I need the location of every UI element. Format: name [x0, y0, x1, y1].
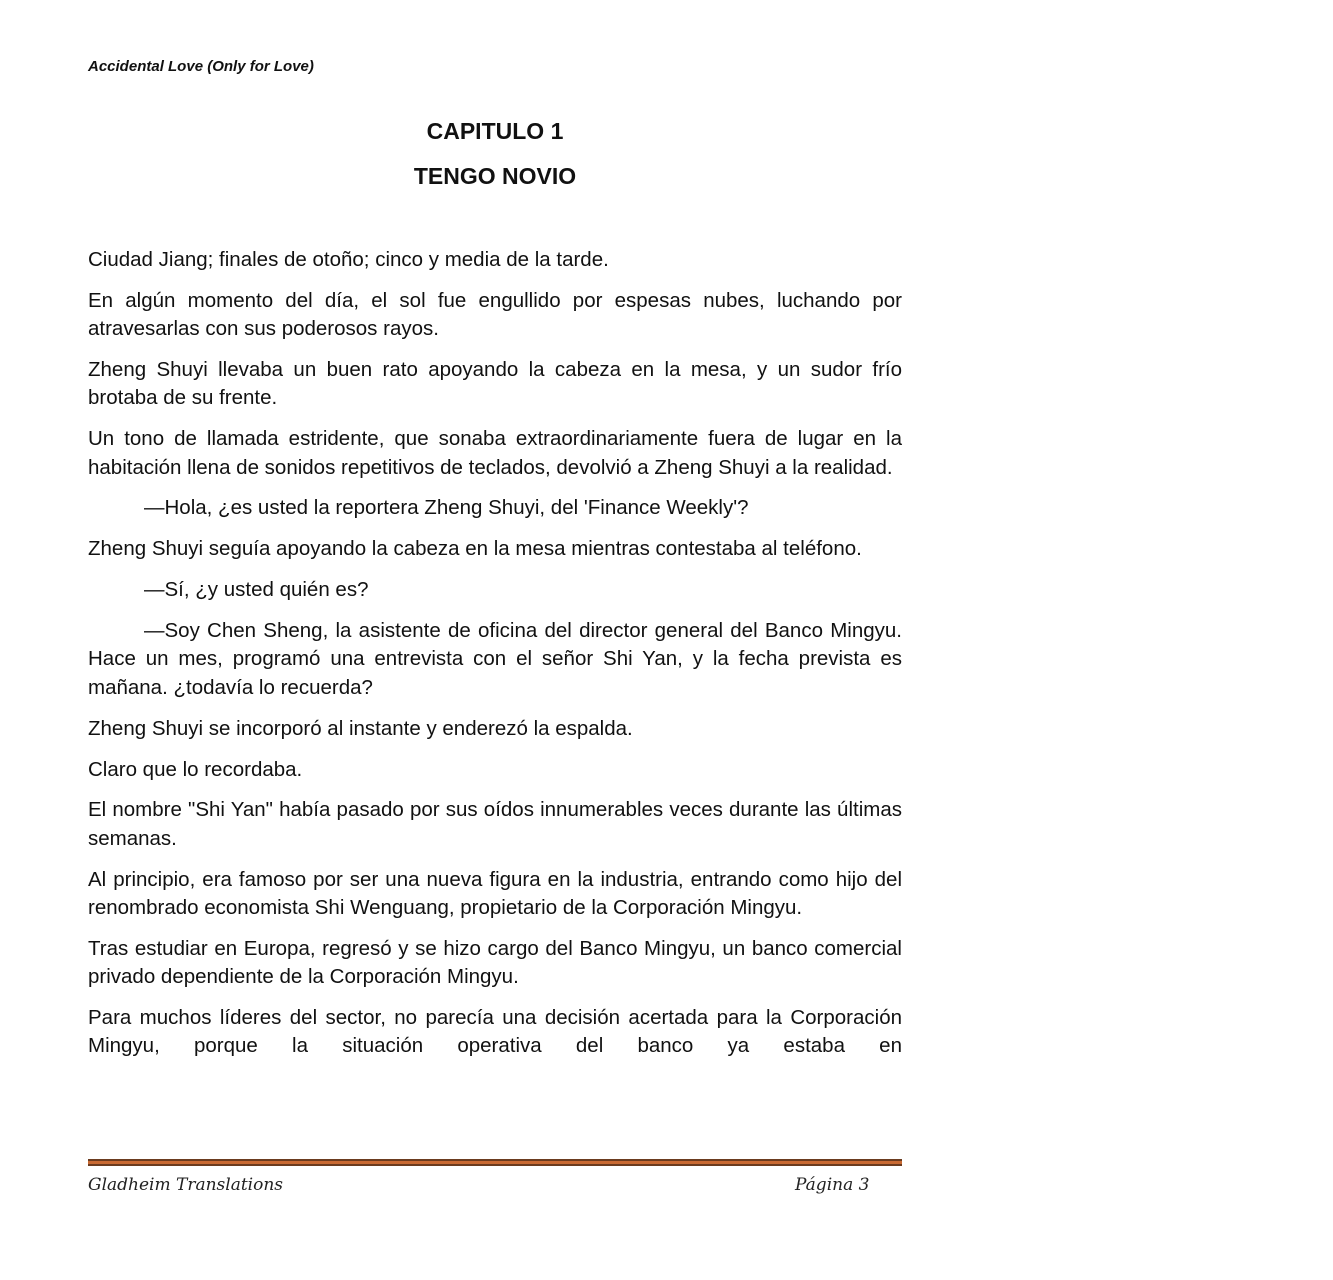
paragraph: Claro que lo recordaba. [88, 757, 303, 781]
running-header: Accidental Love (Only for Love) [88, 58, 314, 75]
footer-rule-bottom [88, 1164, 902, 1166]
paragraph: Ciudad Jiang; finales de otoño; cinco y media de la tarde. [88, 248, 609, 271]
footer-page-number: Página 3 [795, 1175, 870, 1195]
footer-rule [88, 1159, 902, 1167]
paragraph: Zheng Shuyi llevaba un buen rato apoyando la cabeza en la mesa, y un sudor frío brotaba de su frente. [88, 358, 902, 410]
paragraph: El nombre "Shi Yan" había pasado por sus oídos innumerables veces durante las últimas semanas. [88, 798, 902, 850]
paragraph: Zheng Shuyi se incorporó al instante y enderezó la espalda. [88, 716, 633, 740]
paragraph: Tras estudiar en Europa, regresó y se hizo cargo del Banco Mingyu, un banco comercial privado dependiente de la Corporación Mingyu. [88, 936, 902, 989]
paragraph: Para muchos líderes del sector, no parecía una decisión acertada para la Corporación Mingyu, porque la situación operativa del banco ya estaba en [88, 1005, 902, 1058]
chapter-number: CAPITULO 1 [426, 118, 564, 144]
dialog-line: —Sí, ¿y usted quién es? [144, 578, 369, 602]
paragraph: Un tono de llamada estridente, que sonaba extraordinariamente fuera de lugar en la habitación llena de sonidos repetitivos de teclados, devolvió a Zheng Shuyi a la realidad. [88, 427, 902, 479]
dialog-line: —Soy Chen Sheng, la asistente de oficina del director general del Banco Mingyu. Hace un mes, programó una entrevista con el señor Shi Yan, y la fecha prevista es mañana. ¿todavía lo recuerda? [88, 619, 902, 699]
paragraph: Zheng Shuyi seguía apoyando la cabeza en la mesa mientras contestaba al teléfono. [88, 537, 862, 561]
paragraph: Al principio, era famoso por ser una nueva figura en la industria, entrando como hijo del renombrado economista Shi Wenguang, propietario de la Corporación Mingyu. [88, 867, 902, 919]
footer-translator: Gladheim Translations [88, 1175, 284, 1195]
chapter-title: TENGO NOVIO [413, 163, 577, 189]
paragraph: En algún momento del día, el sol fue engullido por espesas nubes, luchando por atravesarlas con sus poderosos rayos. [88, 288, 902, 341]
chapter-heading [88, 116, 902, 206]
body-text [88, 246, 902, 1061]
dialog-line: —Hola, ¿es usted la reportera Zheng Shuyi, del 'Finance Weekly'? [144, 496, 749, 520]
